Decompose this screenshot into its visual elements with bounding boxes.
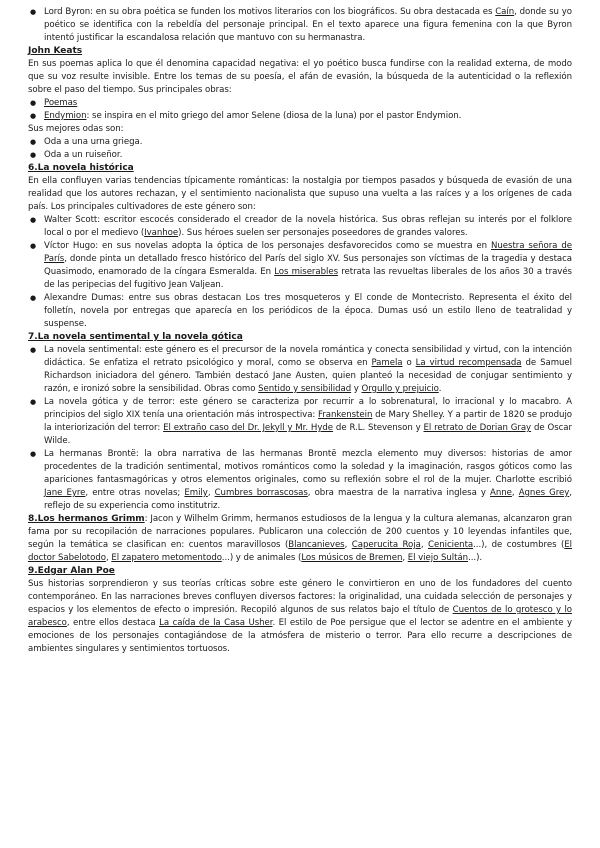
cain-link: Caín	[495, 7, 515, 17]
poe-heading: 9.Edgar Alan Poe	[28, 566, 115, 576]
scott-item: ● Walter Scott: escritor escocés considerado el creador de la novela histórica. Sus obras reflejan su interés por el folklore local o por el medievo (Ivanhoe). Sus héroes suelen ser personajes poseedores de grandes valores.	[30, 215, 572, 238]
byron-text: Lord Byron: en su obra poética se funden los motivos literarios con los biográficos. Su obra destacada es Caín, donde su yo poético se identifica con la rebeldía del personaje principal. En el texto aparece una figura femenina con la que Byron intentó justificar la escandalosa relación que mantuvo con su hermanastra.	[44, 7, 572, 43]
sentimental-heading: 7.La novela sentimental y la novela gótica	[28, 332, 243, 342]
grimm-heading: 8.Los hermanos Grimm	[28, 514, 145, 524]
bullet-icon: ●	[30, 151, 37, 159]
poemas-title: Poemas	[44, 98, 78, 108]
endymion-title: Endymion	[44, 111, 87, 121]
odes-intro: Sus mejores odas son:	[28, 124, 124, 134]
ode-item: ● Oda a una urna griega.	[30, 137, 143, 147]
bullet-icon: ●	[30, 99, 37, 107]
bullet-icon: ●	[30, 8, 37, 16]
cenicienta-title: Cenicienta	[428, 540, 474, 550]
notre-dame-title: Nuestra señora de París	[44, 241, 573, 264]
caperucita-title: Caperucita Roja	[351, 540, 421, 550]
poe-paragraph: Sus historias sorprendieron y sus teorías críticas sobre este género le convirtieron en uno de los fundadores del cuento contemporáneo. En las narraciones breves confluyen diversos factores: la originalidad, una cuidada selección de personajes y espacios y los elementos de efecto o impresión. Recopiló algunos de sus relatos bajo el título de Cuentos de lo grotesco y lo arabesco, entre ellos destaca La caída de la Casa Usher. El estilo de Poe persigue que el lector se adentre en el ambiente y emociones de los personajes contagiándose de la atmósfera de misterio o terror. Para ello recurre a descripciones de ambientes singulares y sentimientos tortuosos.	[28, 579, 573, 654]
jane-eyre-title: Jane Eyre	[44, 488, 86, 498]
bullet-icon: ●	[30, 450, 37, 458]
ivanhoe-title: Ivanhoe	[144, 228, 179, 238]
keats-intro: En sus poemas aplica lo que él denomina capacidad negativa: el yo poético busca fundirse con la realidad externa, de modo que su voz resulte invisible. Entre los temas de su poesía, el afán de evasión, la búsqueda de la autenticidad o la reflexión sobre el paso del tiempo. Sus principales obras:	[28, 59, 572, 95]
byron-item	[28, 6, 572, 45]
agnes-title: Agnes Grey	[518, 488, 570, 498]
historica-intro: En ella confluyen varias tendencias típicamente románticas: la nostalgia por tiempos pasados y búsqueda de evasión de una realidad que los autores rechazan, y el sentimiento nacionalista que supuso una vuelta a las raíces y a los orígenes de cada país. Los principales cultivadores de este género son:	[28, 176, 572, 212]
keats-work-item	[28, 97, 572, 110]
frankenstein-title: Frankenstein	[318, 410, 373, 420]
sentimental-item: ● La novela sentimental: este género es el precursor de la novela romántica y conecta sensibilidad y virtud, con la intención didáctica. Se enfatiza el retrato psicológico y moral, como se observa en Pamela o La virtud recompensada de Samuel Richardson iniciadora del género. También destacó Jane Austen, quien planteó la necesidad de conjugar sentimiento y razón, e ironizó sobre la sensibilidad. Obras como Sentido y sensibilidad y Orgullo y prejuicio.	[30, 345, 572, 394]
zapatero-title: El zapatero metomentodo	[111, 553, 222, 563]
ode-item: ● Oda a un ruiseñor.	[30, 150, 123, 160]
grimm-paragraph: 8.Los hermanos Grimm: Jacon y Wilhelm Grimm, hermanos estudiosos de la lengua y la cultura alemanas, alcanzaron gran fama por su recopilación de narraciones populares. Publicaron una colección de 200 cuentos y 10 leyendas infantiles que, según la temática se clasifican en: cuentos maravillosos (Blancanieves, Caperucita Roja, Cenicienta...), de costumbres (El doctor Sabelotodo, El zapatero metomentodo...) y de animales (Los músicos de Bremen, El viejo Sultán...).	[28, 514, 573, 563]
sultan-title: El viejo Sultán	[407, 553, 469, 563]
bullet-icon: ●	[30, 346, 37, 354]
bullet-icon: ●	[30, 242, 37, 250]
blancanieves-title: Blancanieves	[288, 540, 345, 550]
sabelotodo-title: El doctor Sabelotodo	[28, 540, 573, 563]
cumbres-title: Cumbres borrascosas	[214, 488, 308, 498]
hugo-item: ● Víctor Hugo: en sus novelas adopta la óptica de los personajes desfavorecidos como se muestra en Nuestra señora de París, donde pinta un detallado fresco histórico del París del siglo XV. Sus personajes son víctimas de la tragedia y destaca Quasimodo, enamorado de la cíngara Esmeralda. En Los miserables retrata las revueltas liberales de los años 30 a través de las peripecias del fugitivo Jean Valjean.	[30, 241, 573, 290]
keats-work-item: ● Endymion: se inspira en el mito griego del amor Selene (diosa de la luna) por el pastor Endymion.	[30, 111, 462, 121]
gothic-item: ● La novela gótica y de terror: este género se caracteriza por recurrir a lo sobrenatural, lo irracional y lo macabro. A principios del siglo XIX tenía una orientación más introspectiva: Frankenstein de Mary Shelley. Y a partir de 1820 se produjo la interiorización del terror: El extraño caso del Dr. Jekyll y Mr. Hyde de R.L. Stevenson y El retrato de Dorian Gray de Oscar Wilde.	[30, 397, 573, 446]
bronte-item: ● La hermanas Brontë: la obra narrativa de las hermanas Brontë mezcla elemento muy diversos: historias de amor procedentes de la tradición sentimental, motivos románticos como la soledad y la imaginación, rasgos góticos como las apariciones fantasmagóricas y otros elementos originales, como su reflexión sobre el rol de la mujer. Charlotte escribió Jane Eyre, entre otras novelas; Emily, Cumbres borrascosas, obra maestra de la narrativa inglesa y Anne, Agnes Grey, reflejo de su experiencia como institutriz.	[30, 449, 572, 511]
virtud-title: La virtud recompensada	[415, 358, 522, 368]
historica-heading: 6.La novela histórica	[28, 163, 134, 173]
bullet-icon: ●	[30, 398, 37, 406]
bullet-icon: ●	[30, 294, 37, 302]
emily-name: Emily	[184, 488, 208, 498]
bullet-icon: ●	[30, 138, 37, 146]
jekyll-title: El extraño caso del Dr. Jekyll y Mr. Hyde	[163, 423, 334, 433]
dorian-title: El retrato de Dorian Gray	[423, 423, 532, 433]
usher-title: La caída de la Casa Usher	[159, 618, 273, 628]
anne-name: Anne	[490, 488, 512, 498]
musicos-title: Los músicos de Bremen	[301, 553, 403, 563]
keats-heading: John Keats	[28, 46, 83, 56]
bullet-icon: ●	[30, 112, 37, 120]
bullet-icon: ●	[30, 216, 37, 224]
miserables-title: Los miserables	[274, 267, 339, 277]
sentido-title: Sentido y sensibilidad	[258, 384, 352, 394]
orgullo-title: Orgullo y prejuicio	[361, 384, 439, 394]
dumas-item: ● Alexandre Dumas: entre sus obras destacan Los tres mosqueteros y El conde de Montecristo. Representa el éxito del folletín, novela por entregas que aparecía en los periódicos de la época. Dumas usó un estilo lleno de teatralidad y suspense.	[30, 293, 572, 329]
pamela-title: Pamela	[371, 358, 403, 368]
cuentos-title: Cuentos de lo grotesco y lo arabesco	[28, 605, 572, 628]
